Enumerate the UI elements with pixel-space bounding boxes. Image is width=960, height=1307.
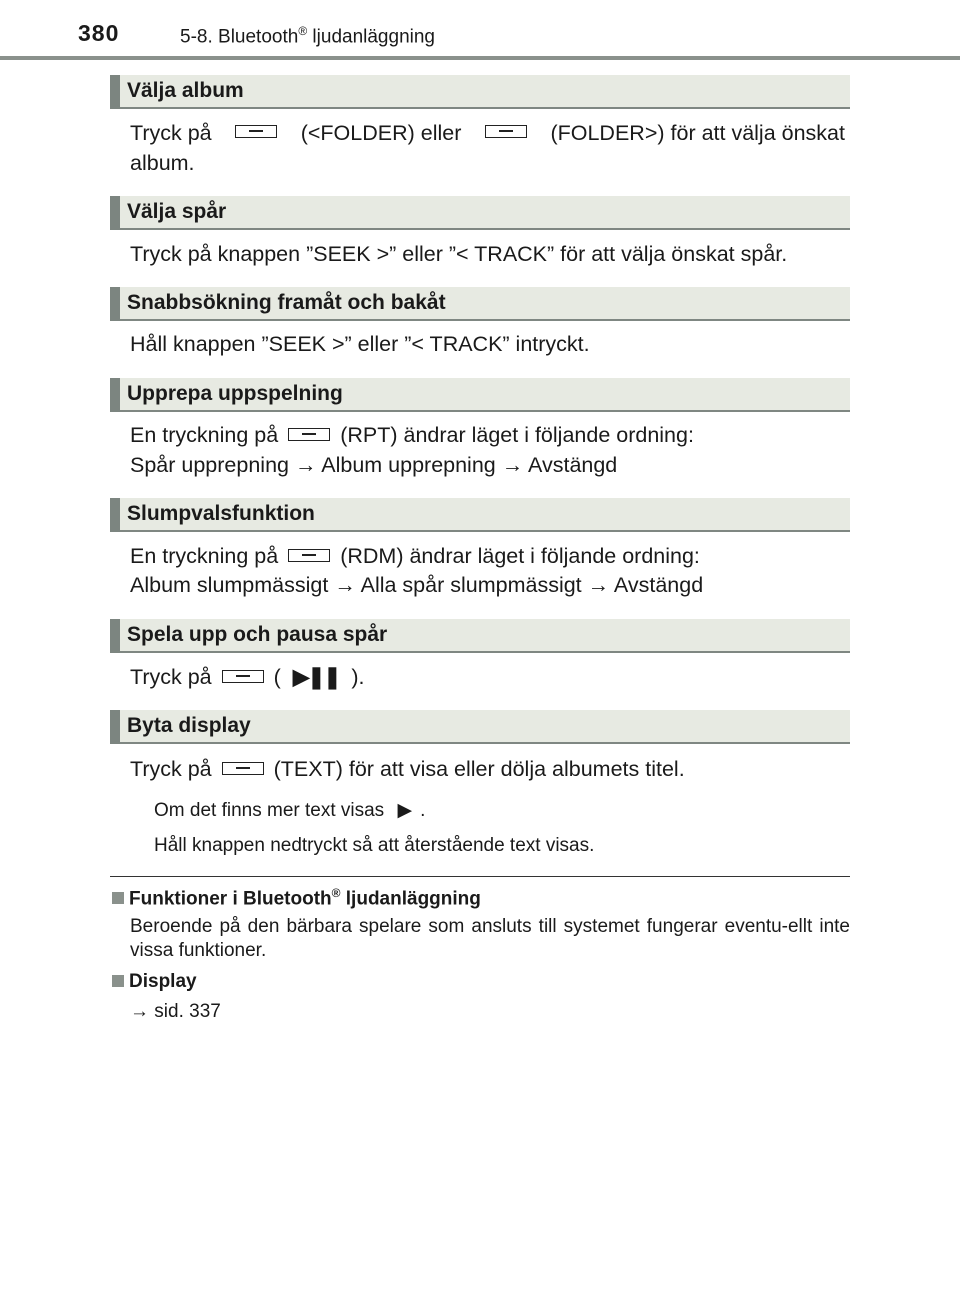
button-icon bbox=[288, 549, 330, 562]
text: Funktioner i Bluetooth bbox=[129, 888, 332, 910]
text: Tryck på bbox=[130, 121, 212, 145]
arrow-right-icon: ▶ bbox=[397, 800, 413, 821]
text: ( bbox=[273, 665, 281, 689]
button-icon bbox=[235, 125, 277, 138]
text: ljudanläggning bbox=[340, 888, 481, 910]
paragraph bbox=[130, 754, 685, 784]
registered-mark: ® bbox=[298, 24, 308, 38]
paragraph bbox=[130, 420, 694, 450]
section-header bbox=[110, 498, 850, 532]
section-header bbox=[110, 287, 850, 321]
text: Display bbox=[129, 971, 197, 992]
text: (RPT) ändrar läget i följande ordning: bbox=[340, 423, 694, 447]
divider bbox=[110, 876, 850, 877]
text: Album slumpmässigt → Alla spår slumpmässigt → Avstängd bbox=[130, 573, 704, 597]
subheading bbox=[112, 886, 481, 910]
paragraph bbox=[130, 541, 700, 571]
play-pause-icon: ▶❚❚ bbox=[292, 665, 340, 689]
text: Tryck på bbox=[130, 665, 212, 689]
paragraph: Beroende på den bärbara spelare som ansluts till systemet fungerar eventu-ellt inte vissa funktioner. bbox=[130, 916, 850, 961]
text: Om det finns mer text visas bbox=[154, 800, 385, 821]
text: . bbox=[420, 800, 426, 821]
paragraph bbox=[130, 662, 365, 692]
text: (<FOLDER) eller bbox=[300, 121, 462, 145]
chapter-title-text: 5-8. Bluetooth bbox=[180, 26, 299, 48]
text: (FOLDER>) för att välja önskat bbox=[550, 121, 845, 145]
square-bullet-icon bbox=[112, 892, 124, 904]
section-title: Upprepa uppspelning bbox=[127, 382, 343, 405]
registered-mark: ® bbox=[331, 886, 341, 900]
section-title: Spela upp och pausa spår bbox=[127, 623, 388, 646]
paragraph: Tryck på knappen ”SEEK >” eller ”< TRACK” för att välja önskat spår. bbox=[130, 242, 788, 266]
section-title: Slumpvalsfunktion bbox=[127, 502, 315, 525]
section-header bbox=[110, 378, 850, 412]
chapter-title bbox=[180, 24, 435, 48]
section-title: Välja album bbox=[127, 79, 244, 102]
paragraph bbox=[130, 118, 845, 148]
text: Tryck på bbox=[130, 757, 212, 781]
subheading bbox=[112, 971, 197, 993]
note: Håll knappen nedtryckt så att återstående text visas. bbox=[154, 835, 595, 856]
page-reference-link[interactable]: → sid. 337 bbox=[130, 1001, 221, 1022]
button-icon bbox=[222, 670, 264, 683]
button-icon bbox=[222, 762, 264, 775]
text: ). bbox=[351, 665, 365, 689]
section-title: Välja spår bbox=[127, 200, 227, 223]
section-header bbox=[110, 75, 850, 109]
section-header bbox=[110, 710, 850, 744]
note bbox=[154, 799, 425, 822]
square-bullet-icon bbox=[112, 975, 124, 987]
section-title: Snabbsökning framåt och bakåt bbox=[127, 291, 446, 314]
section-header bbox=[110, 619, 850, 653]
page-number: 380 bbox=[78, 20, 120, 46]
text: album. bbox=[130, 151, 195, 175]
button-icon bbox=[288, 428, 330, 441]
text: (TEXT) för att visa eller dölja albumets titel. bbox=[273, 757, 685, 781]
section-header bbox=[110, 196, 850, 230]
button-icon bbox=[485, 125, 527, 138]
header-rule bbox=[0, 56, 960, 60]
paragraph: Håll knappen ”SEEK >” eller ”< TRACK” intryckt. bbox=[130, 332, 590, 356]
text: (RDM) ändrar läget i följande ordning: bbox=[340, 544, 700, 568]
chapter-title-rest: ljudanläggning bbox=[307, 26, 435, 48]
text: Spår upprepning → Album upprepning → Avstängd bbox=[130, 453, 618, 477]
section-title: Byta display bbox=[127, 714, 251, 737]
text: En tryckning på bbox=[130, 423, 279, 447]
text: En tryckning på bbox=[130, 544, 279, 568]
